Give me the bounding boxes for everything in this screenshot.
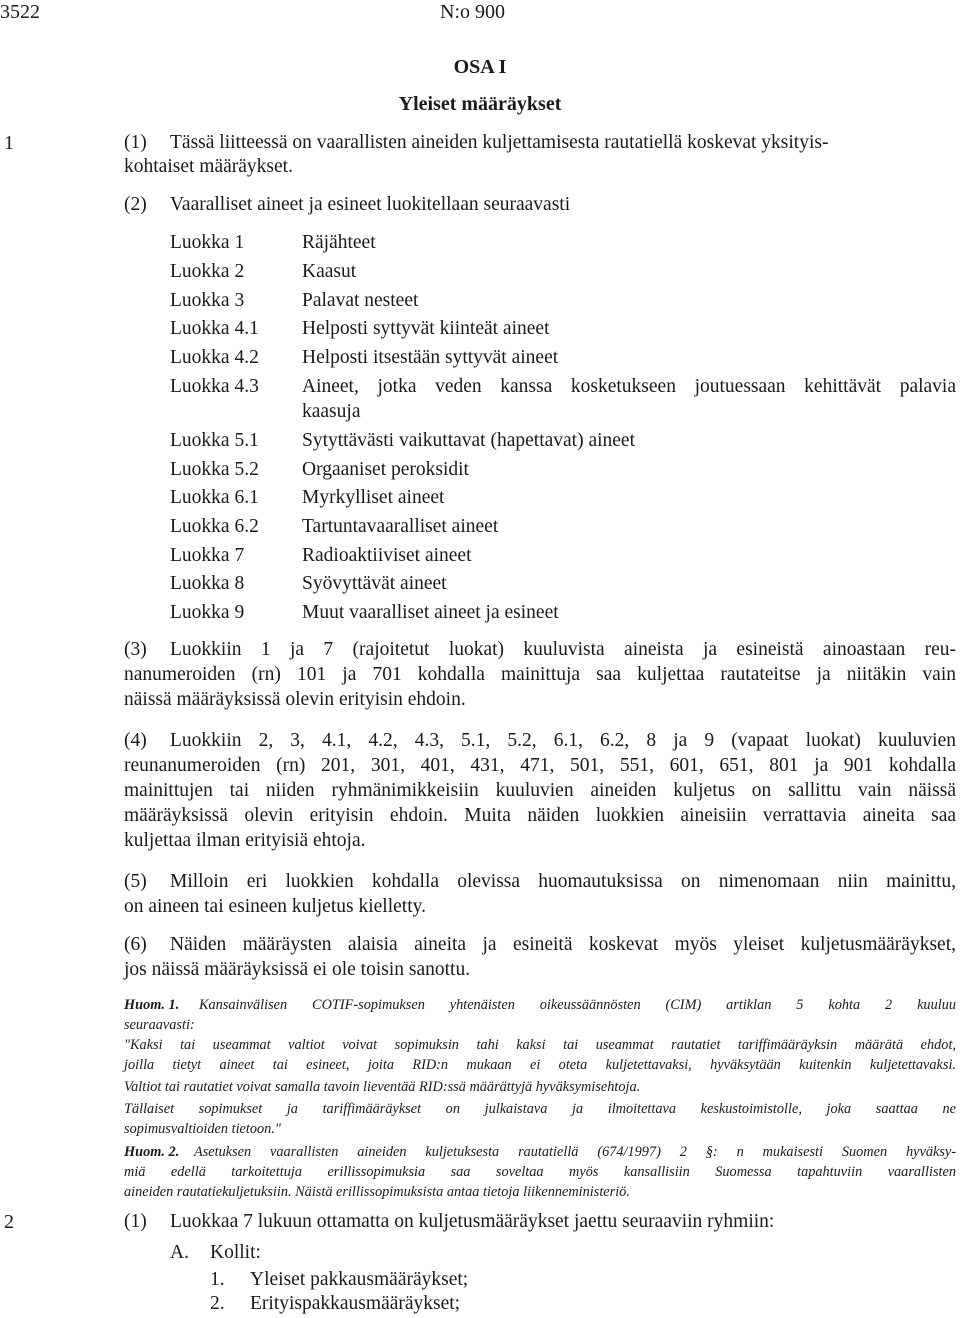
class-description: Tartuntavaaralliset aineet: [302, 516, 499, 537]
note-text: Kansainvälisen COTIF-sopimuksen yhtenäisten oikeussäännösten (CIM) artiklan 5 kohta 2 kuuluu: [199, 997, 956, 1013]
class-description: Palavat nesteet: [302, 290, 419, 311]
paragraph-text: Näiden määräysten alaisia aineita ja esineitä koskevat myös yleiset kuljetusmääräykset,: [170, 934, 956, 955]
class-description: Orgaaniset peroksidit: [302, 459, 469, 480]
paragraph-text: Milloin eri luokkien kohdalla olevissa huomautuksissa on nimenomaan niin mainittu,: [170, 871, 956, 892]
paragraph-label: (1): [124, 132, 147, 153]
paragraph-text: reunanumeroiden (rn) 201, 301, 401, 431, 471, 501, 551, 601, 651, 801 ja 901 kohdalla: [124, 755, 956, 776]
paragraph-text: jos näissä määräyksissä ei ole toisin sanottu.: [124, 959, 471, 980]
class-label: Luokka 1: [170, 232, 245, 253]
class-label: Luokka 8: [170, 573, 245, 594]
note-text: aineiden rautatiekuljetuksiin. Näistä erillissopimuksista antaa tietoja liikenneministeriö.: [124, 1184, 630, 1200]
section-number: 1: [4, 132, 14, 154]
paragraph-label: (3): [124, 639, 147, 660]
class-label: Luokka 7: [170, 545, 245, 566]
class-description: Syövyttävät aineet: [302, 573, 447, 594]
list-item-number: 2.: [210, 1293, 225, 1314]
class-description: Radioaktiiviset aineet: [302, 545, 472, 566]
paragraph-text: mainittujen tai niiden ryhmänimikkeisiin kuuluvien aineiden kuljetus on sallittu vain näissä: [124, 780, 956, 801]
class-label: Luokka 2: [170, 261, 245, 282]
paragraph-text: Tässä liitteessä on vaarallisten aineiden kuljettamisesta rautatiellä koskevat yksityis-: [170, 132, 829, 153]
group-text: Kollit:: [210, 1242, 261, 1263]
paragraph-label: (4): [124, 730, 147, 751]
paragraph-text: kohtaiset määräykset.: [124, 156, 293, 177]
paragraph-text: näissä määräyksissä olevin erityisin ehdoin.: [124, 689, 466, 710]
class-description: Muut vaaralliset aineet ja esineet: [302, 602, 559, 623]
class-label: Luokka 6.2: [170, 516, 259, 537]
class-label: Luokka 4.2: [170, 347, 259, 368]
class-label: Luokka 6.1: [170, 487, 259, 508]
paragraph-text: Luokkiin 1 ja 7 (rajoitetut luokat) kuuluvista aineista ja esineistä ainoastaan reu-: [170, 639, 956, 660]
note-text: seuraavasti:: [124, 1017, 195, 1033]
class-description: Sytyttävästi vaikuttavat (hapettavat) aineet: [302, 430, 636, 451]
note-text: joilla tietyt aineet tai esineet, joita RID:n mukaan ei oteta kuljetettavaksi, hyväksytään kuitenkin kuljetettavaksi.: [124, 1057, 956, 1073]
document-number: N:o 900: [440, 1, 505, 23]
class-description: Helposti itsestään syttyvät aineet: [302, 347, 559, 368]
class-label: Luokka 3: [170, 290, 245, 311]
class-label: Luokka 4.1: [170, 318, 259, 339]
note-text: sopimusvaltioiden tietoon.": [124, 1121, 281, 1137]
class-description: Räjähteet: [302, 232, 376, 253]
class-label: Luokka 9: [170, 602, 245, 623]
note-text: Asetuksen vaarallisten aineiden kuljetuksesta rautatiellä (674/1997) 2 §: n mukaisesti Suomen hyväksy-: [194, 1144, 956, 1160]
note-text: Valtiot tai rautatiet voivat samalla tavoin lieventää RID:ssä määrättyjä hyväksymisehtoja.: [124, 1079, 641, 1095]
list-item: Erityispakkausmääräykset;: [250, 1293, 461, 1314]
class-description: Kaasut: [302, 261, 357, 282]
group-label: A.: [170, 1242, 189, 1263]
part-subtitle: Yleiset määräykset: [398, 93, 562, 115]
paragraph-text: Luokkaa 7 lukuun ottamatta on kuljetusmääräykset jaettu seuraaviin ryhmiin:: [170, 1211, 775, 1232]
note-label: Huom. 2.: [124, 1144, 180, 1160]
class-description: Myrkylliset aineet: [302, 487, 445, 508]
class-label: Luokka 5.1: [170, 430, 259, 451]
paragraph-text: määräyksissä olevin erityisin ehdoin. Muita näiden luokkien aineisiin verrattavia aineita saa: [124, 805, 956, 826]
paragraph-label: (2): [124, 194, 147, 215]
class-description: Aineet, jotka veden kanssa kosketukseen joutuessaan kehittävät palavia: [302, 376, 956, 397]
paragraph-label: (6): [124, 934, 147, 955]
paragraph-text: Vaaralliset aineet ja esineet luokitellaan seuraavasti: [170, 194, 571, 215]
page-number: 3522: [0, 1, 40, 23]
paragraph-text: on aineen tai esineen kuljetus kielletty.: [124, 896, 426, 917]
class-description-cont: kaasuja: [302, 401, 361, 422]
note-label: Huom. 1.: [124, 997, 180, 1013]
list-item-number: 1.: [210, 1269, 225, 1290]
note-text: miä edellä tarkoitettuja erillissopimuksia saa soveltaa myös kansallisiin Suomessa tapahtuviin vaarallisten: [124, 1164, 956, 1180]
part-title: OSA I: [453, 56, 507, 78]
paragraph-label: (1): [124, 1211, 147, 1232]
paragraph-text: nanumeroiden (rn) 101 ja 701 kohdalla mainittuja saa kuljettaa rautateitse ja niitäkin vain: [124, 664, 956, 685]
note-text: Tällaiset sopimukset ja tariffimääräykset on julkaistava ja ilmoitettava keskustoimistolle, joka saattaa ne: [124, 1101, 956, 1117]
class-description: Helposti syttyvät kiinteät aineet: [302, 318, 550, 339]
section-number: 2: [4, 1211, 14, 1233]
paragraph-text: Luokkiin 2, 3, 4.1, 4.2, 4.3, 5.1, 5.2, 6.1, 6.2, 8 ja 9 (vapaat luokat) kuuluvien: [170, 730, 956, 751]
class-label: Luokka 4.3: [170, 376, 259, 397]
paragraph-label: (5): [124, 871, 147, 892]
class-label: Luokka 5.2: [170, 459, 259, 480]
paragraph-text: kuljettaa ilman erityisiä ehtoja.: [124, 830, 366, 851]
list-item: Yleiset pakkausmääräykset;: [250, 1269, 469, 1290]
note-text: "Kaksi tai useammat valtiot voivat sopimuksin tahi kaksi tai useammat rautatiet tariffimääräyksin määrätä ehdot,: [124, 1037, 956, 1053]
